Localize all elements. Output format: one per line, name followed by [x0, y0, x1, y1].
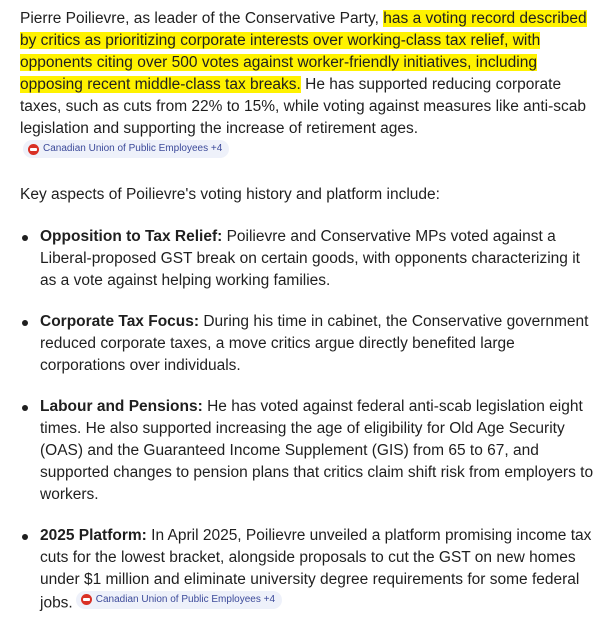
highlighted-text: has a voting record described by critics as prioritizing corporate interests over working-class tax relief, with opponents citing over 500 votes against worker-friendly initiatives, including opposing recent middle-class tax breaks. [20, 10, 587, 93]
list-item [20, 396, 595, 506]
list-item-text: Poilievre and Conservative MPs voted against a Liberal-proposed GST break on certain goods, with opponents characterizing it as a vote against helping working families. [40, 227, 580, 289]
list-item-title: Opposition to Tax Relief: [40, 227, 223, 245]
source-chip[interactable] [76, 591, 282, 609]
intro-text: Key aspects of Poilievre's voting history and platform include: [20, 185, 440, 203]
list-item-text: He has voted against federal anti-scab legislation eight times. He also supported increasing the age of eligibility for Old Age Security (OAS) and the Guaranteed Income Supplement (GIS) from 65 to 67, and supported changes to pension plans that critics claim shift risk from employers to workers. [40, 397, 594, 503]
cupe-logo-icon [28, 144, 39, 155]
source-chip[interactable] [23, 140, 229, 158]
summary-lead: Pierre Poilievre, as leader of the Conservative Party, [20, 10, 384, 27]
list-item [20, 226, 595, 292]
source-chip-label: Canadian Union of Public Employees +4 [43, 143, 223, 154]
summary-paragraph [20, 8, 595, 164]
list-item-text: During his time in cabinet, the Conservative government reduced corporate taxes, a move critics argue directly benefited large corporations over individuals. [40, 312, 589, 374]
source-chip-label: Canadian Union of Public Employees +4 [95, 593, 276, 605]
aspects-list [20, 226, 595, 615]
summary-rest: He has supported reducing corporate taxes, such as cuts from 22% to 15%, while voting against measures like anti-scab legislation and supporting the increase of retirement ages. [20, 76, 587, 137]
list-item-title: Labour and Pensions: [40, 397, 203, 415]
list-item [20, 311, 595, 377]
list-item-title: 2025 Platform: [40, 526, 147, 544]
cupe-logo-icon [81, 594, 92, 605]
list-item-text: In April 2025, Poilievre unveiled a platform promising income tax cuts for the lowest bracket, alongside proposals to cut the GST on new homes under $1 million and eliminate university degree requirements for some federal jobs. [40, 526, 592, 611]
list-item-title: Corporate Tax Focus: [40, 312, 200, 330]
list-item [20, 525, 595, 615]
response-body [20, 8, 595, 633]
